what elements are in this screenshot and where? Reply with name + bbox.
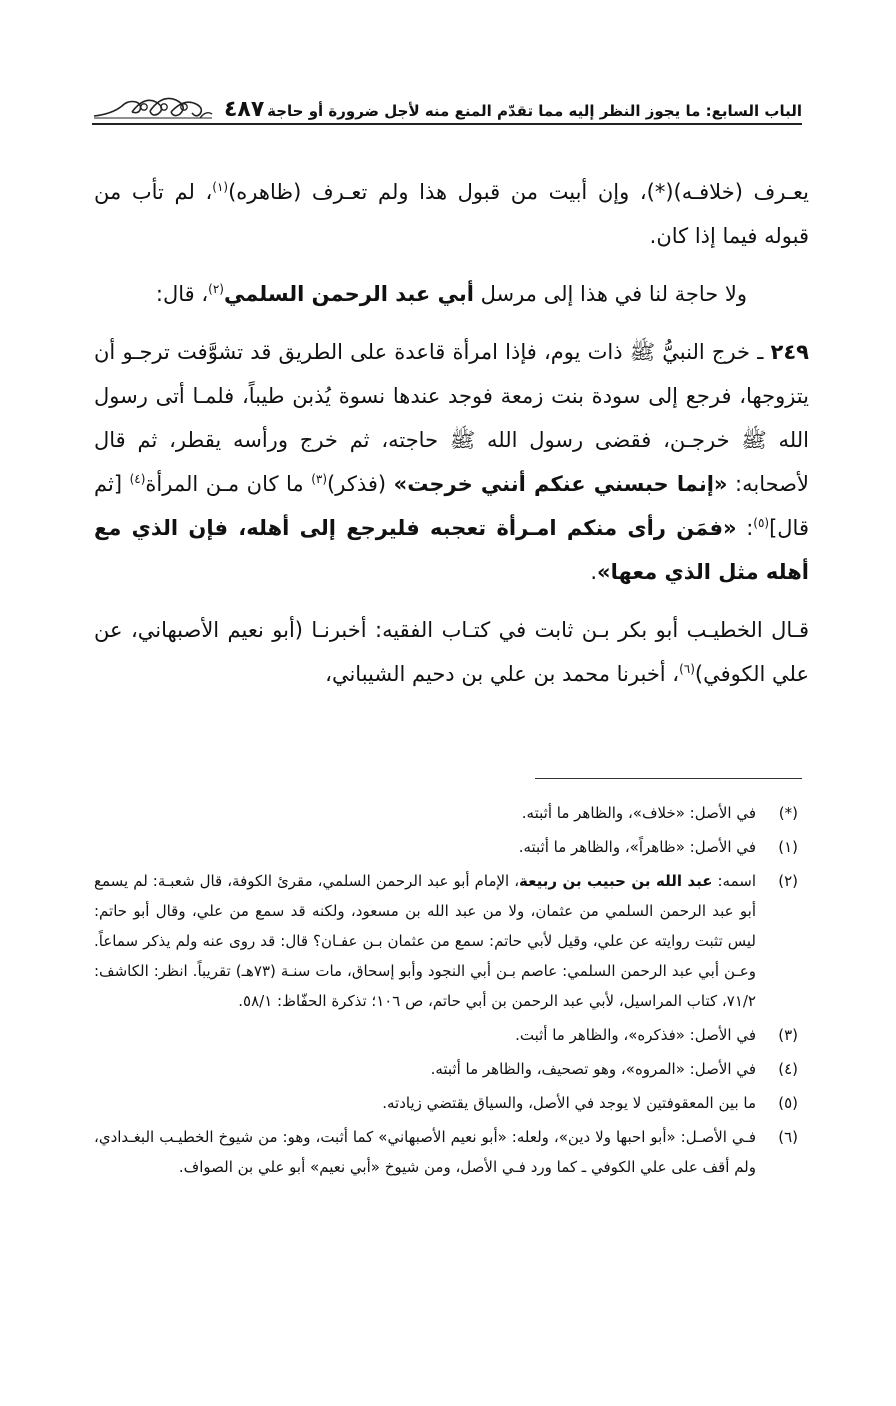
footnote-item	[94, 1020, 798, 1050]
footnote-text	[94, 1054, 756, 1084]
footnotes	[94, 798, 798, 1186]
paragraph-text: :	[736, 516, 754, 540]
paragraph-text: ، قال:	[155, 282, 209, 306]
footnote-text-run: في الأصل: «ظاهراً»، والظاهر ما أثبته.	[518, 838, 756, 856]
footnote-reference: (٥)	[753, 516, 770, 530]
footnote-text	[94, 1020, 756, 1050]
paragraph-text: ، أخبرنا محمد بن علي بن دحيم الشيباني،	[325, 662, 680, 686]
running-title: الباب السابع: ما يجوز النظر إليه مما تقدّم المنع منه لأجل ضرورة أو حاجة	[267, 102, 802, 120]
footnote-item	[94, 798, 798, 828]
footnote-item	[94, 866, 798, 1016]
emphasized-text: أبي عبد الرحمن السلمي	[223, 282, 474, 306]
emphasized-text: عبد الله بن حبيب بن ربيعة	[519, 872, 713, 890]
paragraph-text: ، لم تأب من قبوله فيما إذا كان.	[94, 180, 809, 248]
paragraph-text: ما كان مـن المرأة	[145, 472, 312, 496]
footnote-text-run: فـي الأصـل: «أبو احبها ولا دين»، ولعله: «أبو نعيم الأصبهاني» كما أثبت، وهو: من شيوخ الخطيـب البغـدادي، ولم أقف على علي الكوفي ـ كما ورد فـي الأصل، ومن شيوخ «أبي نعيم» أبو علي بن الصواف.	[94, 1128, 756, 1176]
arabesque-ornament-icon	[92, 92, 214, 122]
body-paragraph	[94, 272, 809, 316]
footnote-text-run: اسمه:	[712, 872, 757, 890]
emphasized-text: «إنما حبسني عنكم أنني خرجت»	[393, 472, 728, 496]
running-header	[92, 86, 802, 122]
footnote-text-run: في الأصل: «خلاف»، والظاهر ما أثبته.	[521, 804, 756, 822]
body-paragraph	[94, 170, 809, 258]
header-rule	[92, 123, 802, 125]
emphasized-text: «فمَن رأى منكم امـرأة تعجبه فليرجع إلى أهله، فإن الذي مع أهله مثل الذي معها»	[94, 516, 809, 584]
main-text	[94, 170, 809, 710]
footnote-item	[94, 1054, 798, 1084]
paragraph-text: .	[590, 560, 598, 584]
footnote-reference: (٤)	[129, 472, 146, 486]
paragraph-text: قـال الخطيـب أبو بكر بـن ثابت في كتـاب الفقيه: أخبرنـا (أبو نعيم الأصبهاني، عن علي الكوفي)	[94, 618, 809, 686]
page-number-block	[92, 92, 264, 122]
paragraph-text: ولا حاجة لنا في هذا إلى مرسل	[473, 282, 748, 306]
footnote-marker: (٢)	[778, 872, 798, 890]
footnote-text-run: ، الإمام أبو عبد الرحمن السلمي، مقرئ الكوفة، قال شعبـة: لم يسمع أبو عبد الرحمن السلمي من عثمان، ولا من عبد الله بن مسعود، ولكنه قد سمع من علي، وقال أبو حاتم: ليس تثبت روايته عن علي، وقيل لأبي حاتم: سمع من عثمان بـن عفـان؟ قال: قد روى عنه ولم يذكر سماعاً. وعـن أبي عبد الرحمن السلمي: عاصم بـن أبي النجود وأبو إسحاق، مات سنـة (٧٣هـ) تقريباً. انظر: الكاشف: ٧١/٢، كتاب المراسيل، لأبي عبد الرحمن بن أبي حاتم، ص ١٠٦؛ تذكرة الحفّاظ: ٥٨/١.	[94, 872, 756, 1010]
footnote-reference: (٢)	[208, 282, 224, 296]
body-paragraph	[94, 330, 809, 594]
footnote-reference: (٦)	[679, 662, 695, 676]
footnote-marker: (٦)	[778, 1128, 798, 1146]
footnote-text-run: ما بين المعقوفتين لا يوجد في الأصل، والسياق يقتضي زيادته.	[382, 1094, 756, 1112]
footnote-marker: (١)	[778, 838, 798, 856]
footnote-text	[94, 866, 756, 1016]
footnote-marker: (٣)	[778, 1026, 798, 1044]
emphasized-text: ٢٤٩	[770, 340, 809, 364]
footnote-text	[94, 832, 756, 862]
body-paragraph	[94, 608, 809, 696]
footnote-text-run: في الأصل: «المروه»، وهو تصحيف، والظاهر ما أثبته.	[430, 1060, 756, 1078]
footnote-marker: (٤)	[778, 1060, 798, 1078]
footnote-item	[94, 1122, 798, 1182]
page-number: ٤٨٧	[224, 97, 265, 122]
footnote-marker: (٥)	[778, 1094, 798, 1112]
footnote-text	[94, 1088, 756, 1118]
footnote-text-run: في الأصل: «فذكره»، والظاهر ما أثبت.	[515, 1026, 756, 1044]
footnote-separator	[535, 778, 802, 779]
paragraph-text: (فذكر)	[327, 472, 394, 496]
footnote-reference: (٣)	[311, 472, 328, 486]
paragraph-text: ـ خرج النبيُّ ﷺ ذات يوم، فإذا امرأة قاعدة على الطريق قد تشوَّفت ترجـو أن يتزوجها، فرجع إلى سودة بنت زمعة فوجد عندها نسوة يُذبن طيباً، فلمـا أتى رسول الله ﷺ خرجـن، فقضى رسول الله ﷺ حاجته، ثم خرج ورأسه يقطر، ثم قال لأصحابه:	[94, 340, 809, 496]
footnote-text	[94, 798, 756, 828]
paragraph-text: يعـرف (خلافـه)(*)، وإن أبيت من قبول هذا ولم تعـرف (ظاهره)	[228, 180, 809, 204]
footnote-text	[94, 1122, 756, 1182]
footnote-item	[94, 1088, 798, 1118]
paragraph-text: [ثم قال]	[94, 472, 809, 540]
footnote-item	[94, 832, 798, 862]
footnote-marker: (*)	[778, 804, 798, 822]
footnote-reference: (١)	[212, 180, 229, 194]
